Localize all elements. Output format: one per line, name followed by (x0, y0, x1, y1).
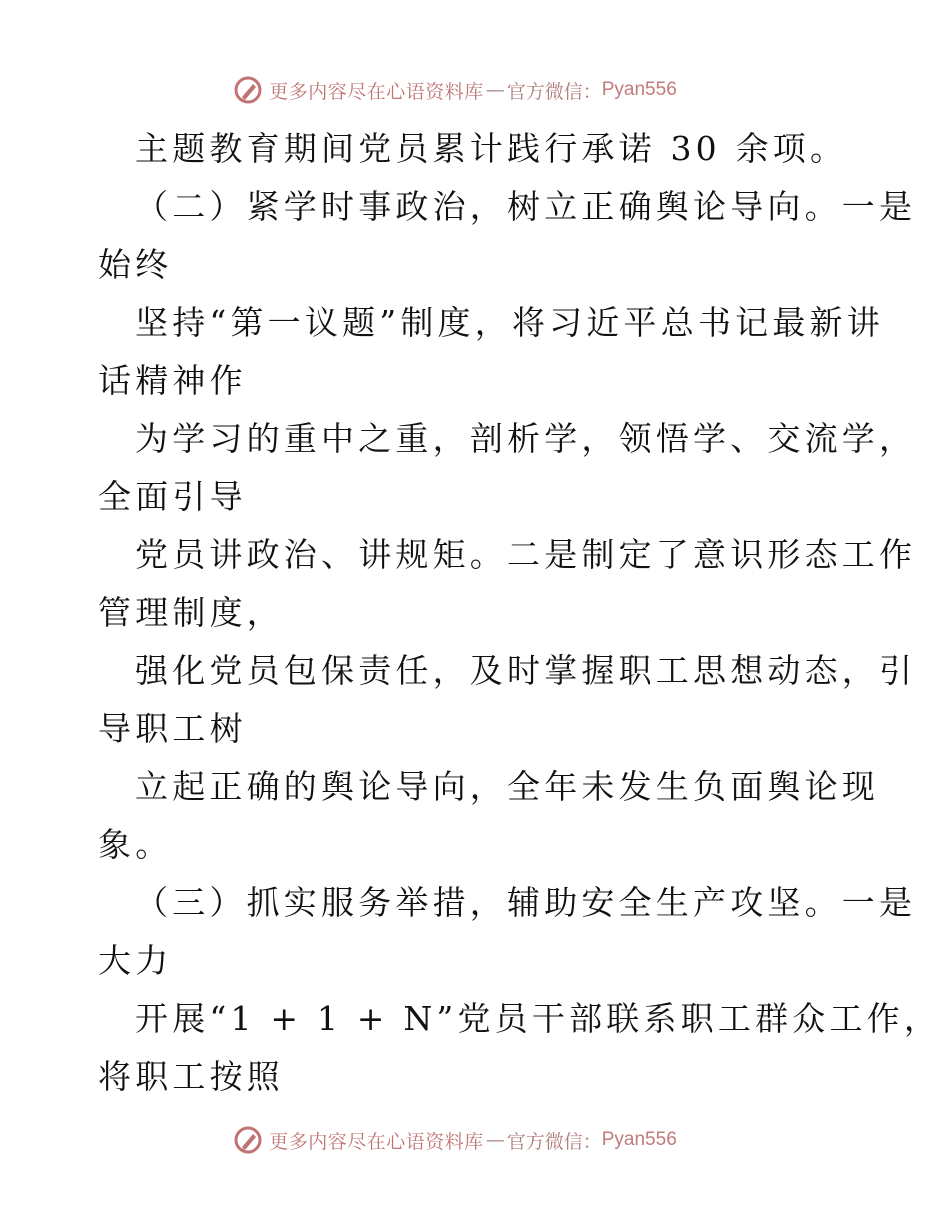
document-line: （二）紧学时事政治，树立正确舆论导向。一是 (135, 187, 917, 226)
document-line: 强化党员包保责任，及时掌握职工思想动态，引 (135, 651, 917, 690)
watermark-wechat-id: Pyan556 (601, 79, 677, 100)
watermark-main-text: 更多内容尽在心语资料库 (269, 80, 484, 103)
document-line: 大力 (98, 941, 173, 980)
watermark-wechat-label: 官方微信： (506, 1130, 602, 1153)
document-line: 管理制度， (98, 593, 284, 632)
document-line: （三）抓实服务举措，辅助安全生产攻坚。一是 (135, 883, 917, 922)
pen-logo-icon (233, 1125, 263, 1155)
watermark-separator: — (485, 1129, 505, 1151)
footer-watermark (0, 1120, 950, 1160)
watermark-main-text: 更多内容尽在心语资料库 (269, 1130, 484, 1153)
document-line: 话精神作 (98, 361, 247, 400)
watermark-wechat-label: 官方微信： (506, 80, 602, 103)
document-line: 开展“1 + 1 + N”党员干部联系职工群众工作， (135, 999, 942, 1038)
document-line: 为学习的重中之重，剖析学，领悟学、交流学， (135, 419, 917, 458)
document-line: 全面引导 (98, 477, 247, 516)
document-line: 象。 (98, 825, 173, 864)
header-watermark (0, 70, 950, 110)
document-line: 主题教育期间党员累计践行承诺 30 余项。 (135, 129, 848, 168)
document-line: 导职工树 (98, 709, 247, 748)
pen-logo-icon (233, 75, 263, 105)
document-line: 立起正确的舆论导向，全年未发生负面舆论现 (135, 767, 879, 806)
watermark-separator: — (485, 79, 505, 101)
document-line: 将职工按照 (98, 1057, 284, 1096)
document-line: 坚持“第一议题”制度，将习近平总书记最新讲 (135, 303, 884, 342)
document-line: 始终 (98, 245, 173, 284)
watermark-wechat-id: Pyan556 (601, 1129, 677, 1150)
document-line: 党员讲政治、讲规矩。二是制定了意识形态工作 (135, 535, 917, 574)
